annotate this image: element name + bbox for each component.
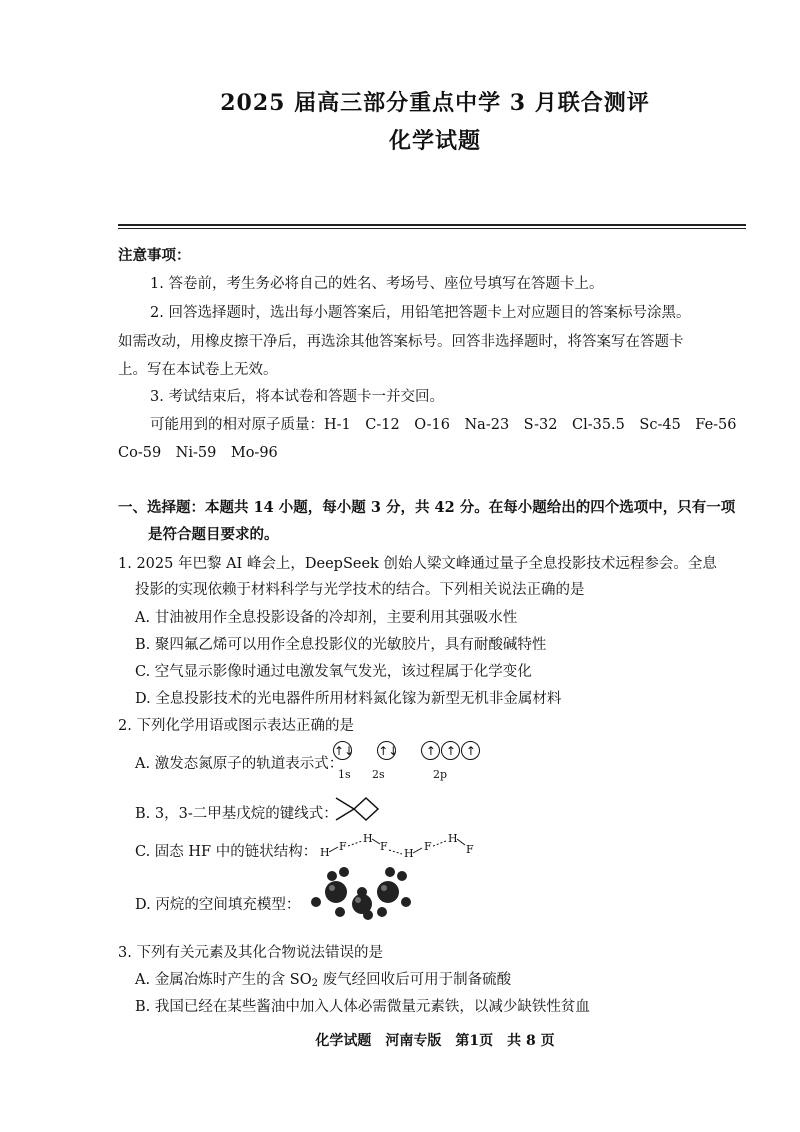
question-2-option-b: B. 3，3-二甲基戊烷的键线式： <box>135 806 338 822</box>
atom-h: H <box>320 846 330 859</box>
notice-item-2-cont: 上。写在本试卷上无效。 <box>118 362 278 378</box>
notice-item-2-cont: 如需改动，用橡皮擦干净后，再选涂其他答案标号。回答非选择题时，将答案写在答题卡 <box>118 334 684 350</box>
atom-f: F <box>466 843 474 856</box>
question-2-option-c: C. 固态 HF 中的链状结构： <box>135 844 318 860</box>
question-1-option-d: D. 全息投影技术的光电器件所用材料氮化镓为新型无机非金属材料 <box>135 691 562 707</box>
section-heading-cont: 是符合题目要求的。 <box>148 526 279 543</box>
question-2-stem: 2. 下列化学用语或图示表达正确的是 <box>118 718 354 734</box>
notice-heading: 注意事项： <box>118 247 191 264</box>
propane-model <box>306 862 416 922</box>
notice-item-1: 1. 答卷前，考生务必将自己的姓名、考场号、座位号填写在答题卡上。 <box>150 276 604 292</box>
question-1-option-c: C. 空气显示影像时通过电激发氧气发光，该过程属于化学变化 <box>135 664 532 680</box>
orbital-2p-3: ↑ <box>461 741 480 760</box>
question-3-option-a <box>135 968 511 989</box>
orbital-2p-2: ↑ <box>441 741 460 760</box>
atom-f: F <box>380 840 388 853</box>
notice-item-3: 3. 考试结束后，将本试卷和答题卡一并交回。 <box>150 389 444 405</box>
option-a-text: A. 金属冶炼时产生的含 SO <box>135 972 312 988</box>
atom-f: F <box>424 840 432 853</box>
atom-h: H <box>404 847 414 860</box>
question-1-option-b: B. 聚四氟乙烯可以用作全息投影仪的光敏胶片，具有耐酸碱特性 <box>135 637 547 653</box>
notice-item-2: 2. 回答选择题时，选出每小题答案后，用铅笔把答题卡上对应题目的答案标号涂黑。 <box>150 305 691 321</box>
hf-chain-structure <box>318 830 483 860</box>
exam-title: 2025 届高三部分重点中学 3 月联合测评 <box>220 90 650 116</box>
exam-subject: 化学试题 <box>388 128 481 154</box>
atomic-masses: 可能用到的相对原子质量：H-1 C-12 O-16 Na-23 S-32 Cl-35.5 Sc-45 Fe-56 <box>150 417 737 433</box>
orbital-2s: ↑↓ <box>377 741 396 760</box>
orbital-2p-1: ↑ <box>421 741 440 760</box>
option-a-text-cont: 废气经回收后可用于制备硫酸 <box>318 972 512 988</box>
orbital-1s: ↑↓ <box>333 741 352 760</box>
subscript: 2 <box>311 978 318 989</box>
label-1s: 1s <box>338 768 351 781</box>
question-1-option-a: A. 甘油被用作全息投影设备的冷却剂，主要利用其强吸水性 <box>135 610 518 626</box>
atom-h: H <box>363 832 373 845</box>
question-3-option-b: B. 我国已经在某些酱油中加入人体必需微量元素铁，以减少缺铁性贫血 <box>135 999 590 1015</box>
skeletal-formula <box>332 792 382 826</box>
question-1-stem-cont: 投影的实现依赖于材料科学与光学技术的结合。下列相关说法正确的是 <box>135 582 585 598</box>
divider-top <box>118 224 746 226</box>
question-2-option-d: D. 丙烷的空间填充模型： <box>135 897 301 913</box>
label-2p: 2p <box>433 768 448 781</box>
page-footer: 化学试题 河南专版 第1页 共 8 页 <box>315 1033 555 1049</box>
divider-bottom <box>118 228 746 229</box>
label-2s: 2s <box>372 768 385 781</box>
question-1-stem: 1. 2025 年巴黎 AI 峰会上，DeepSeek 创始人梁文峰通过量子全息投影技术远程参会。全息 <box>118 556 717 572</box>
atomic-masses-cont: Co-59 Ni-59 Mo-96 <box>118 445 278 461</box>
question-2-option-a: A. 激发态氮原子的轨道表示式： <box>135 756 344 772</box>
question-3-stem: 3. 下列有关元素及其化合物说法错误的是 <box>118 945 383 961</box>
atom-f: F <box>339 840 347 853</box>
section-heading: 一、选择题：本题共 14 小题，每小题 3 分，共 42 分。在每小题给出的四个选项中，只有一项 <box>118 499 736 516</box>
orbital-diagram <box>333 740 481 760</box>
atom-h: H <box>448 832 458 845</box>
